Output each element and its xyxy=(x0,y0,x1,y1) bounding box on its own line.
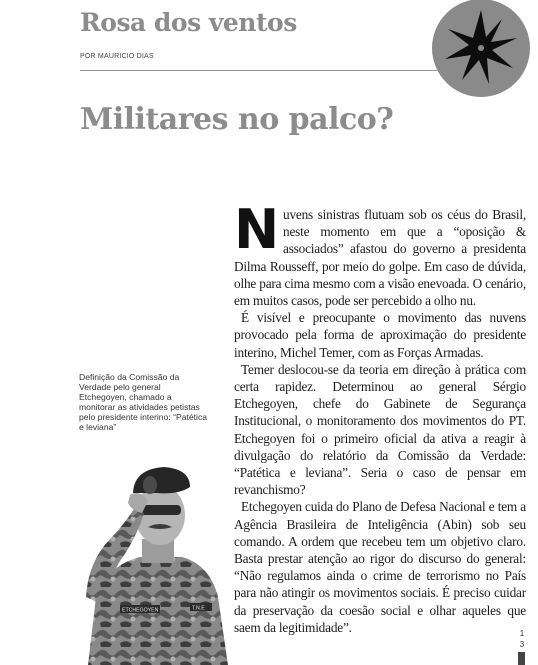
paragraph-1 xyxy=(234,198,526,309)
name-tag: ETCHEGOYEN xyxy=(122,607,159,614)
paragraph-3: Temer deslocou-se da teoria em direção à prática com certa rapidez. Determinou ao general Sérgio Etchegoyen, chefe do Gabinete de Segurança Institucional, o monitoramento dos movimentos do PT. Etchegoyen foi o primeiro oficial da ativa a reagir à divulgação do relatório da Comissão da Verdade: “Patética e leviana”. Seria o caso de pensar em revanchismo? xyxy=(234,361,526,498)
column-title: Rosa dos ventos xyxy=(80,8,297,37)
header-divider xyxy=(80,70,440,71)
byline: POR MAURICIO DIAS xyxy=(80,53,154,60)
paragraph-2: É visível e preocupante o movimento das nuvens provocado pela forma de aproximação do presidente interino, Michel Temer, com as Forças Armadas. xyxy=(234,310,526,360)
paragraph-4: Etchegoyen cuida do Plano de Defesa Nacional e tem a Agência Brasileira de Inteligência (Abin) sob seu comando. A ordem que recebeu tem um objetivo claro. Basta prestar atenção ao rigor do discurso do general: “Não regulamos ainda o crime de terrorismo no País para não atingir os movimentos sociais. É preciso cuidar da preservação da coesão social e olhar aqueles que saem da legitimidade”. xyxy=(234,499,526,635)
compass-rose-icon xyxy=(431,0,531,98)
page-number-bottom: 3 xyxy=(519,640,525,649)
article-headline: Militares no palco? xyxy=(80,102,394,137)
page-number xyxy=(518,628,526,650)
flag-tag: T.N.E xyxy=(192,605,205,612)
page-number-top: 1 xyxy=(519,629,525,638)
photo-caption: Definição da Comissão da Verdade pelo general Etchegoyen, chamado a monitorar as atividades petistas pelo presidente interino: “Patética e leviana” xyxy=(79,372,208,432)
general-photo xyxy=(78,447,233,665)
paragraph-1-text: uvens sinistras flutuam sob os céus do Brasil, neste momento em que a “oposição & associados” afastou do governo a presidenta Dilma Rousseff, por meio do golpe. Em caso de dúvida, olhe para cima mesmo com a visão enevoada. O cenário, em muitos casos, pode ser percebido a olho nu. xyxy=(234,207,526,309)
article-body xyxy=(234,198,526,636)
page-marker xyxy=(518,652,525,665)
drop-cap: N xyxy=(234,198,279,261)
